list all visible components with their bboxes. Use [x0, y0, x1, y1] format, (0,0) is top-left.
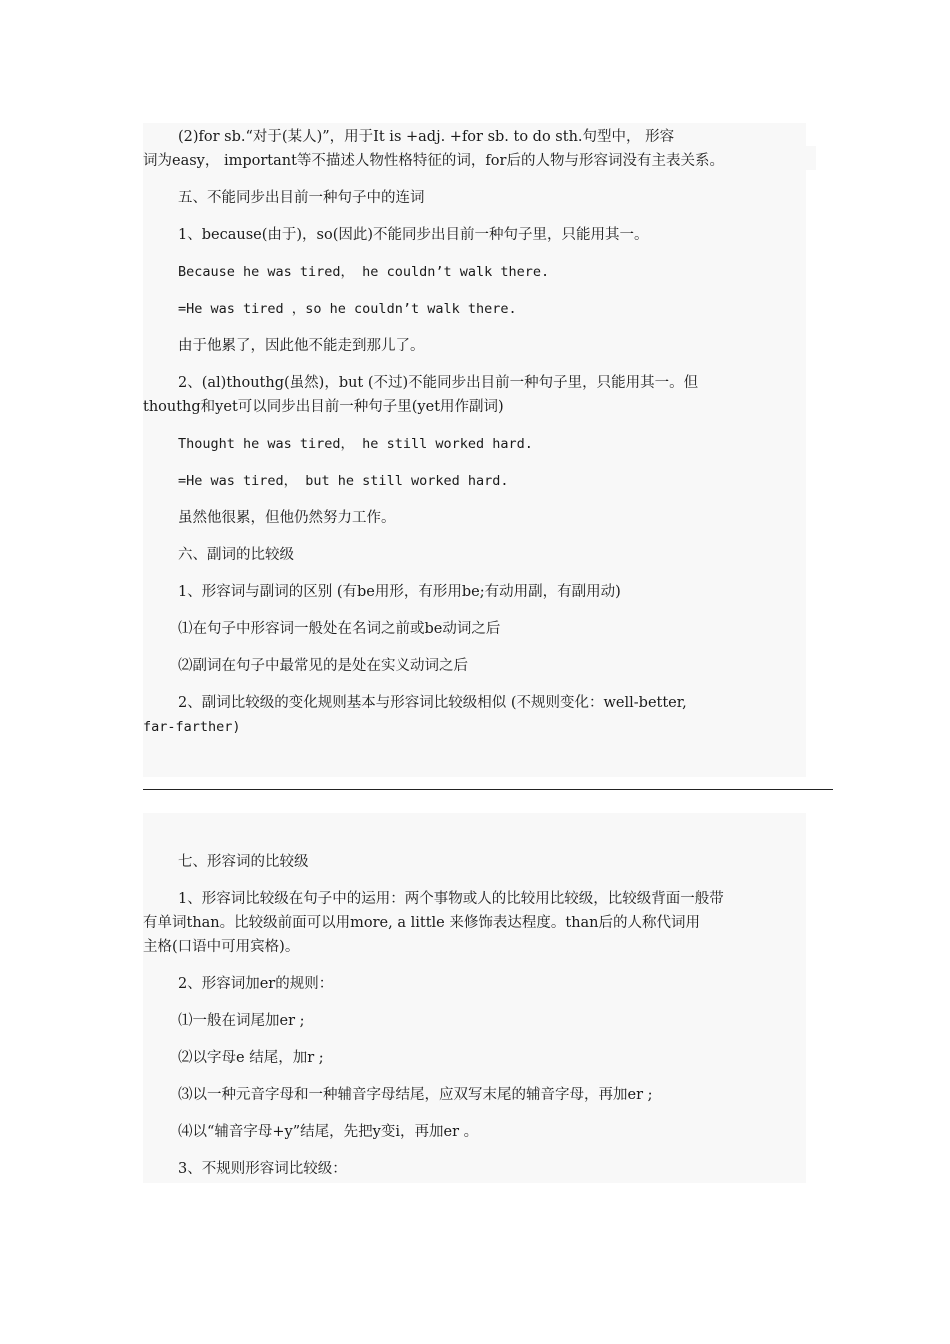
- rule-2: ⑵以字母e 结尾，加r ;: [178, 1050, 324, 1066]
- text-block-2: [143, 813, 806, 1183]
- example-though: Thought he was tired， he still worked hard.: [178, 436, 533, 452]
- paragraph-for-sb-line2: 词为easy， important等不描述人物性格特征的词，for后的人物与形容词没有主表关系。: [143, 153, 724, 169]
- heading-section-6: 六、副词的比较级: [178, 547, 294, 563]
- example-translation-1: 由于他累了，因此他不能走到那儿了。: [178, 338, 425, 354]
- item-although-but-line2: thouthg和yet可以同步出目前一种句子里(yet用作副词): [143, 399, 504, 415]
- rule-3: ⑶以一种元音字母和一种辅音字母结尾，应双写末尾的辅音字母，再加er ;: [178, 1087, 653, 1103]
- heading-section-5: 五、不能同步出目前一种句子中的连词: [178, 190, 425, 206]
- heading-section-7: 七、形容词的比较级: [178, 854, 309, 870]
- item-although-but-line1: 2、(al)thouthg(虽然)，but (不过)不能同步出目前一种句子里，只能用其一。但: [178, 375, 699, 391]
- item-adv-comparative-line2: far-farther): [143, 719, 241, 735]
- rule-1: ⑴一般在词尾加er ;: [178, 1013, 305, 1029]
- item-adv-position: ⑵副词在句子中最常见的是处在实义动词之后: [178, 658, 468, 674]
- item-adj-comparative-line2: 有单词than。比较级前面可以用more, a little 来修饰表达程度。than后的人称代词用: [143, 915, 701, 931]
- example-so: =He was tired ，so he couldn’t walk there.: [178, 301, 517, 317]
- item-adj-comparative-line1: 1、形容词比较级在句子中的运用：两个事物或人的比较用比较级，比较级背面一般带: [178, 891, 724, 907]
- text-block-1: [143, 123, 806, 777]
- paragraph-for-sb-line1: (2)for sb.“对于(某人)”，用于It is +adj. +for sb. to do sth.句型中， 形容: [178, 129, 675, 145]
- item-adv-comparative-line1: 2、副词比较级的变化规则基本与形容词比较级相似 (不规则变化：well-better,: [178, 695, 687, 711]
- item-irregular-comparative: 3、不规则形容词比较级：: [178, 1161, 347, 1177]
- item-because-so: 1、because(由于)，so(因此)不能同步出目前一种句子里，只能用其一。: [178, 227, 649, 243]
- highlight-overflow: [806, 146, 816, 170]
- item-adj-position: ⑴在句子中形容词一般处在名词之前或be动词之后: [178, 621, 501, 637]
- example-translation-2: 虽然他很累，但他仍然努力工作。: [178, 510, 396, 526]
- item-adj-adv-difference: 1、形容词与副词的区别 (有be用形，有形用be;有动用副，有副用动): [178, 584, 621, 600]
- item-adj-comparative-line3: 主格(口语中可用宾格)。: [143, 939, 300, 955]
- example-but: =He was tired， but he still worked hard.: [178, 473, 509, 489]
- rule-4: ⑷以“辅音字母+y”结尾，先把y变i，再加er 。: [178, 1124, 479, 1140]
- example-because: Because he was tired， he couldn’t walk there.: [178, 264, 550, 280]
- item-er-rules: 2、形容词加er的规则：: [178, 976, 334, 992]
- page-divider: [143, 789, 833, 790]
